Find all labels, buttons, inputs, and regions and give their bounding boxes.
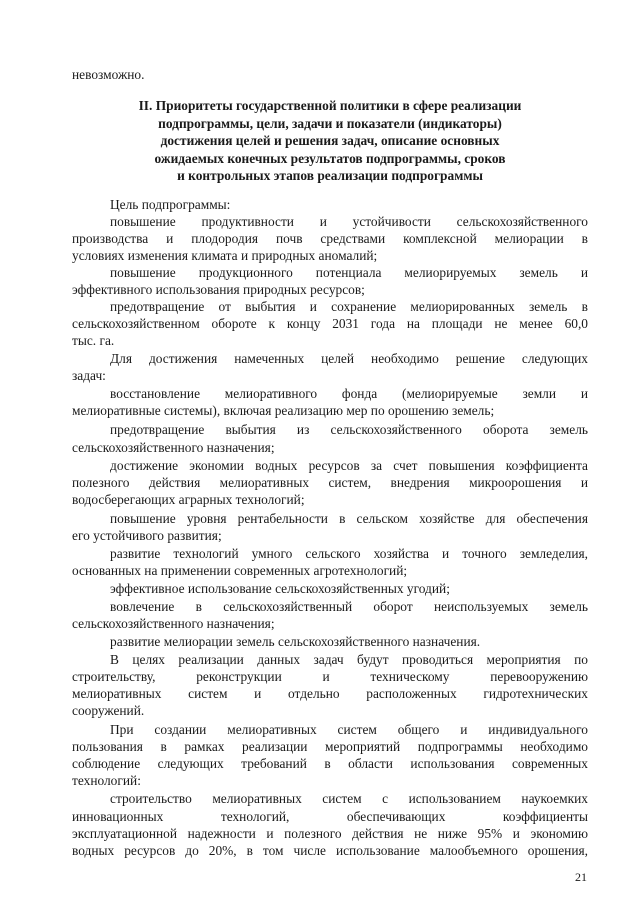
text-line: повышение продукционного потенциала мелиорируемых земель и xyxy=(110,265,588,280)
page-number: 21 xyxy=(575,870,587,884)
text-line: эксплуатационной надежности и полезного действия не ниже 95% и экономию xyxy=(72,826,588,841)
text-line: восстановление мелиоративного фонда (мелиорируемые земли и xyxy=(110,386,588,401)
text-line: предотвращение от выбытия и сохранение мелиорированных земель в xyxy=(110,299,588,314)
text-line: производства и плодородия почв средствами комплексной мелиорации в xyxy=(72,231,588,246)
text-line: полезного действия мелиоративных систем, внедрения микроорошения и xyxy=(72,475,588,490)
text-line: повышение уровня рентабельности в сельском хозяйстве для обеспечения xyxy=(110,511,588,526)
text-line: эффективного использования природных ресурсов; xyxy=(72,282,365,297)
text-line: пользования в рамках реализации мероприятий подпрограммы необходимо xyxy=(72,739,588,754)
text-line: сельскохозяйственного назначения; xyxy=(72,440,275,455)
text-line: водных ресурсов до 20%, в том числе использование малообъемного орошения, xyxy=(72,843,588,858)
text-line: соблюдение следующих требований в области использования современных xyxy=(72,756,588,771)
continued-text: невозможно. xyxy=(72,67,145,82)
text-line: развитие мелиорации земель сельскохозяйственного назначения. xyxy=(110,634,481,649)
text-line: задач: xyxy=(72,368,106,383)
section-heading-line-3: достижения целей и решения задач, описание основных xyxy=(160,133,500,148)
text-line: развитие технологий умного сельского хозяйства и точного земледелия, xyxy=(110,546,588,561)
text-line: При создании мелиоративных систем общего и индивидуального xyxy=(110,722,588,737)
text-line: условиях изменения климата и природных аномалий; xyxy=(72,248,378,263)
text-line: сооружений. xyxy=(72,703,145,718)
text-line: тыс. га. xyxy=(72,333,115,348)
text-line: повышение продуктивности и устойчивости сельскохозяйственного xyxy=(110,214,588,229)
text-line: достижение экономии водных ресурсов за счет повышения коэффициента xyxy=(110,458,588,473)
section-heading-line-4: ожидаемых конечных результатов подпрограммы, сроков xyxy=(154,150,506,166)
text-line: эффективное использование сельскохозяйственных угодий; xyxy=(110,581,450,596)
text-line: Для достижения намеченных целей необходимо решение следующих xyxy=(110,351,588,366)
section-heading-line-1: II. Приоритеты государственной политики в сфере реализации xyxy=(138,98,522,113)
text-line: мелиоративных систем и отдельно расположенных гидротехнических xyxy=(72,686,588,701)
text-line: вовлечение в сельскохозяйственный оборот неиспользуемых земель xyxy=(110,599,588,614)
text-line: сельскохозяйственном обороте к концу 2031 года на площади не менее 60,0 xyxy=(72,316,588,331)
text-line: основанных на применении современных агротехнологий; xyxy=(72,563,408,578)
text-line: В целях реализации данных задач будут проводиться мероприятия по xyxy=(110,652,588,667)
text-line: инновационных технологий, обеспечивающих коэффициенты xyxy=(72,809,588,824)
text-line: предотвращение выбытия из сельскохозяйственного оборота земель xyxy=(110,422,588,437)
text-line: его устойчивого развития; xyxy=(72,528,222,543)
text-line: мелиоративные системы), включая реализацию мер по орошению земель; xyxy=(72,403,495,418)
section-heading-line-2: подпрограммы, цели, задачи и показатели (индикаторы) xyxy=(158,115,502,131)
text-line: строительству, реконструкции и техническому перевооружению xyxy=(72,669,588,684)
section-heading-line-5: и контрольных этапов реализации подпрограммы xyxy=(177,168,483,183)
text-line: сельскохозяйственного назначения; xyxy=(72,616,275,631)
text-line: технологий: xyxy=(72,773,141,788)
text-line: Цель подпрограммы: xyxy=(110,197,231,212)
text-line: строительство мелиоративных систем с использованием наукоемких xyxy=(110,791,588,806)
text-line: водосберегающих аграрных технологий; xyxy=(72,492,305,507)
